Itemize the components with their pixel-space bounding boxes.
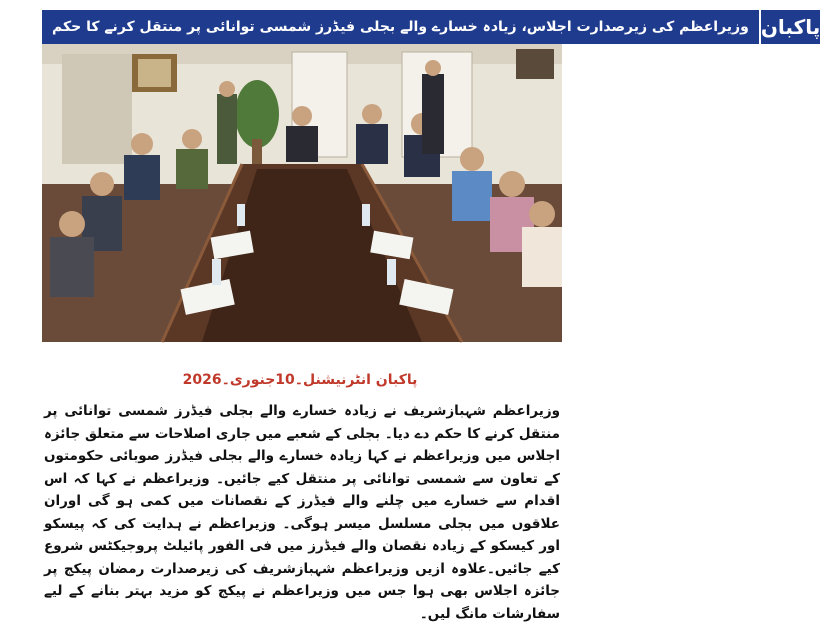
meeting-photo-icon [42,44,562,342]
meeting-photo [42,44,562,342]
dateline: پاکبان انٹرنیشنل۔10جنوری۔2026 [182,372,418,388]
header-banner [42,10,820,44]
brand-logo: پاکبان [759,10,820,44]
headline: وزیراعظم کی زیرصدارت اجلاس، زیادہ خسارے والے بجلی فیڈرز شمسی توانائی پر منتقل کرنے کا حکم [42,10,759,44]
article-body: وزیراعظم شہبازشریف نے زیادہ خسارے والے بجلی فیڈرز شمسی توانائی پر منتقل کرنے کا حکم دے دیا۔ بجلی کے شعبے میں جاری اصلاحات سے متعلق جائزہ اجلاس میں وزیراعظم نے کہا زیادہ خسارے والے بجلی فیڈرز صوبائی حکومتوں کے تعاون سے شمسی توانائی پر منتقل کیے جائیں۔ وزیراعظم نے کہا کہ اس اقدام سے خسارے میں چلنے والے فیڈرز کے نقصانات میں کمی ہو گی اوران علاقوں میں بجلی مسلسل میسر ہوگی۔ وزیراعظم نے ہدایت کی کہ پیسکو اور کیسکو کے زیادہ نقصان والے فیڈرز میں فی الفور پائیلٹ پروجیکٹس شروع کیے جائیں۔علاوہ ازیں وزیراعظم شہبازشریف کی زیرصدارت رمضان پیکج پر جائزہ اجلاس بھی ہوا جس میں وزیراعظم نے پیکج کو مزید بہتر بنانے کے لیے سفارشات مانگ لیں۔ [44,403,560,622]
